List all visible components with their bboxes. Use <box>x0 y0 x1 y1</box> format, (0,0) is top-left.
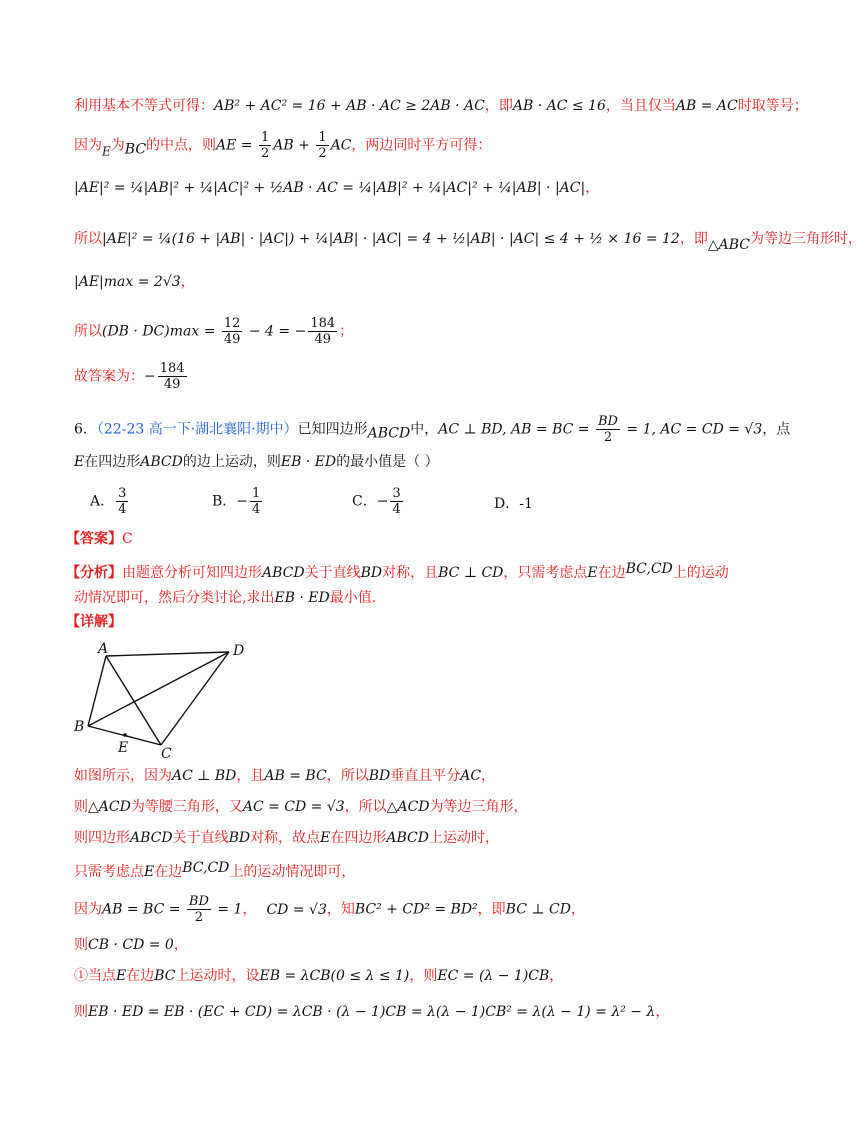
denominator: 49 <box>308 331 337 347</box>
text: 利用基本不等式可得： <box>74 98 214 114</box>
text: 上运动时， <box>428 830 499 846</box>
math-expression: △ACD <box>386 799 430 815</box>
text: 故答案为： <box>74 368 144 385</box>
text: ； <box>339 323 354 340</box>
text: 则四边形 <box>74 830 130 846</box>
detail-line <box>66 612 122 632</box>
text: ①当点 <box>74 968 116 984</box>
numerator: 1 <box>261 130 270 145</box>
text: 在边 <box>597 565 626 581</box>
option-label: A． <box>90 493 115 510</box>
text: 的边上运动，则 <box>182 454 281 470</box>
math-expression: EB · ED <box>274 590 330 606</box>
final-answer-line <box>74 361 189 392</box>
math-expression: AB + <box>273 137 315 154</box>
math-expression: EB · ED = EB · (EC + CD) = λCB · (λ − 1)CB = λ(λ − 1)CB² = λ(λ − 1) = λ² − λ <box>88 1004 656 1020</box>
text: ， <box>655 1004 670 1020</box>
solution-step-8 <box>74 1002 669 1022</box>
option-c[interactable] <box>352 486 405 517</box>
solution-line-3 <box>74 178 599 198</box>
answer-line <box>66 529 133 549</box>
math-expression: E <box>320 830 331 846</box>
option-b[interactable] <box>212 486 264 517</box>
math-expression: EB = λCB(0 ≤ λ ≤ 1) <box>259 968 410 984</box>
math-expression: − 4 = − <box>244 323 307 340</box>
solution-step-1 <box>74 766 495 786</box>
text: 上运动时，设 <box>175 968 260 984</box>
math-expression: AB² + AC² = 16 + AB · AC ≥ 2AB · AC <box>214 98 485 114</box>
numerator: 1 <box>318 130 327 145</box>
text: 则 <box>74 937 88 953</box>
fraction <box>158 361 187 392</box>
detail-label: 【详解】 <box>66 614 122 630</box>
solution-step-4 <box>74 858 355 882</box>
fraction <box>259 130 271 161</box>
text: 对称，且 <box>382 565 439 581</box>
math-expression: AB = BC = <box>102 901 185 918</box>
math-expression: ABCD <box>262 565 305 581</box>
point-label-c: C <box>161 746 172 762</box>
denominator: 2 <box>596 429 620 445</box>
text: 所以 <box>74 323 102 340</box>
text: 为等边三角形时， <box>749 231 862 247</box>
solution-step-2 <box>74 797 528 817</box>
question-number: 6． <box>74 421 97 438</box>
solution-line-5 <box>74 272 195 292</box>
fraction <box>222 316 243 347</box>
text: ，即 <box>679 231 708 247</box>
text: 由题意分析可知四边形 <box>122 565 262 581</box>
math-expression: ABCD <box>140 454 183 470</box>
math-expression: AB = AC <box>675 98 738 114</box>
math-expression: = 1 <box>212 901 243 918</box>
numerator: BD <box>188 894 209 909</box>
option-label: C．− <box>352 493 389 510</box>
math-expression: CD = √3 <box>266 901 327 918</box>
text: 的最小值是（ ） <box>336 454 439 470</box>
text: 为 <box>110 137 125 154</box>
solution-line-2 <box>74 130 491 162</box>
point-e-marker <box>123 733 127 737</box>
fraction <box>187 894 211 925</box>
solution-step-5 <box>74 894 585 925</box>
text: 为等腰三角形，又 <box>130 799 243 815</box>
math-expression: E <box>74 454 85 470</box>
math-expression: |AE|max = 2√3 <box>74 274 181 290</box>
text: 已知四边形 <box>297 421 368 438</box>
text: 时取等号； <box>737 98 808 114</box>
analysis-line-2 <box>74 588 376 608</box>
math-expression: ABCD <box>386 830 429 846</box>
text: ，当且仅当 <box>605 98 676 114</box>
segment-dc <box>161 652 229 745</box>
fraction <box>308 316 337 347</box>
math-expression: ABCD <box>130 830 173 846</box>
math-expression: EB · ED <box>280 454 337 470</box>
math-expression: AC = CD = √3 <box>242 799 345 815</box>
text: 在边 <box>154 864 183 880</box>
option-d[interactable] <box>494 494 533 514</box>
denominator: 49 <box>223 332 241 347</box>
fraction <box>316 130 328 161</box>
text: ，只需考虑点 <box>503 565 588 581</box>
numerator: 1 <box>252 486 261 501</box>
math-expression: AC ⊥ BD <box>172 768 237 784</box>
solution-line-6 <box>74 316 353 347</box>
question-source: （22-23 高一下·湖北襄阳·期中） <box>96 421 298 438</box>
solution-step-3 <box>74 828 499 848</box>
text: 因为 <box>74 137 102 154</box>
math-expression: BC,CD <box>182 860 230 876</box>
answer-value: C <box>122 531 133 547</box>
text: 动情况即可，然后分类讨论,求出 <box>74 590 275 606</box>
math-expression: BC <box>154 968 176 984</box>
denominator: 2 <box>187 909 211 925</box>
numerator: 184 <box>159 361 185 376</box>
text: 在边 <box>126 968 155 984</box>
math-expression: △ABC <box>707 237 750 253</box>
text: 最小值. <box>329 590 377 606</box>
text: ， <box>180 274 195 290</box>
text: ，两边同时平方可得： <box>351 137 492 154</box>
denominator: 4 <box>392 502 401 517</box>
text: 如图所示，因为 <box>74 768 172 784</box>
denominator: 2 <box>261 146 270 161</box>
text: ， <box>570 901 585 918</box>
math-expression: AB = BC <box>264 768 327 784</box>
solution-line-4 <box>74 229 862 255</box>
text: 所以 <box>74 231 102 247</box>
math-expression: |AE|² = ¼(16 + |AB| · |AC|) + ¼|AB| · |AC| = 4 + ½|AB| · |AC| ≤ 4 + ½ × 16 = 12 <box>102 231 680 247</box>
answer-label: 【答案】 <box>66 531 122 547</box>
quadrilateral-diagram <box>72 636 272 760</box>
text: ， <box>242 901 257 918</box>
text: ，点 <box>762 421 791 438</box>
denominator: 49 <box>158 376 187 392</box>
point-label-d: D <box>233 643 245 659</box>
math-expression: = 1, AC = CD = √3 <box>621 421 763 438</box>
math-expression: BD <box>368 768 391 784</box>
text: ， <box>173 937 188 953</box>
denominator: 4 <box>118 502 127 517</box>
math-expression: CB · CD = 0 <box>88 937 174 953</box>
text: 中， <box>410 421 439 438</box>
text: ，且 <box>236 768 265 784</box>
math-expression: (DB · DC)max = <box>102 323 220 340</box>
math-expression: BC <box>124 141 147 158</box>
fraction <box>116 486 128 517</box>
numerator: 3 <box>392 486 401 501</box>
option-label: D．-1 <box>494 496 533 512</box>
math-expression: AC <box>330 137 352 154</box>
fraction <box>390 486 402 517</box>
text: 对称，故点 <box>250 830 321 846</box>
math-expression: − <box>144 368 156 385</box>
numerator: 12 <box>223 316 241 331</box>
math-expression: E <box>116 968 127 984</box>
solution-step-6 <box>74 935 188 955</box>
text: 因为 <box>74 901 102 918</box>
analysis-label: 【分析】 <box>66 565 122 581</box>
text: 在四边形 <box>84 454 141 470</box>
math-expression: E <box>587 565 598 581</box>
math-expression: BD <box>228 830 251 846</box>
segment-bd <box>88 652 229 726</box>
text: ，即 <box>484 98 513 114</box>
analysis-line-1 <box>66 559 729 583</box>
question-6-options <box>90 486 730 520</box>
text: ，所以 <box>344 799 387 815</box>
text: 在四边形 <box>330 830 387 846</box>
text: ，即 <box>477 901 506 918</box>
text: ， <box>585 180 600 196</box>
numerator: BD <box>597 414 618 429</box>
text: 上的运动 <box>672 565 729 581</box>
text: ，所以 <box>326 768 369 784</box>
segment-ac <box>106 656 161 745</box>
fraction <box>250 486 262 517</box>
math-expression: AC <box>460 768 482 784</box>
text: 为等边三角形， <box>429 799 528 815</box>
math-expression: BC ⊥ CD <box>438 565 504 581</box>
numerator: 184 <box>310 316 336 331</box>
math-expression: △ACD <box>88 799 131 815</box>
math-expression: E <box>144 864 155 880</box>
point-label-a: A <box>98 641 109 657</box>
segment-ad <box>106 652 229 656</box>
text: 垂直且平分 <box>390 768 461 784</box>
solution-line-1 <box>74 96 808 116</box>
denominator: 4 <box>252 502 261 517</box>
math-expression: BC ⊥ CD <box>505 901 571 918</box>
text: ， <box>481 768 496 784</box>
math-expression: AE = <box>216 137 257 154</box>
option-label: B．− <box>212 493 249 510</box>
numerator: 3 <box>118 486 127 501</box>
text: ，知 <box>326 901 355 918</box>
question-6-stem-line-2 <box>74 452 439 472</box>
question-6-stem <box>74 414 790 445</box>
text: 关于直线 <box>304 565 361 581</box>
text: 则 <box>74 799 88 815</box>
text: 上的运动情况即可， <box>229 864 356 880</box>
math-expression: |AE|² = ¼|AB|² + ¼|AC|² + ½AB · AC = ¼|AB|² + ¼|AC|² + ¼|AB| · |AC| <box>74 180 586 196</box>
fraction <box>596 414 620 445</box>
math-expression: BD <box>360 565 383 581</box>
math-expression: AC ⊥ BD, AB = BC = <box>438 421 594 438</box>
math-expression: BC² + CD² = BD² <box>354 901 478 918</box>
math-expression: AB · AC ≤ 16 <box>512 98 606 114</box>
solution-step-7 <box>74 966 563 986</box>
math-expression: EC = (λ − 1)CB <box>437 968 550 984</box>
text: 则 <box>74 1004 88 1020</box>
segment-ba <box>88 656 106 726</box>
text: 的中点，则 <box>146 137 217 154</box>
math-expression: ABCD <box>367 425 411 442</box>
text: ，则 <box>409 968 438 984</box>
option-a[interactable] <box>90 486 130 517</box>
denominator: 2 <box>318 146 327 161</box>
text: ， <box>549 968 564 984</box>
point-label-e: E <box>118 740 129 756</box>
point-label-b: B <box>74 719 85 735</box>
math-expression: BC,CD <box>625 561 673 577</box>
text: 关于直线 <box>172 830 229 846</box>
text: 只需考虑点 <box>74 864 144 880</box>
math-expression: E <box>102 144 111 159</box>
